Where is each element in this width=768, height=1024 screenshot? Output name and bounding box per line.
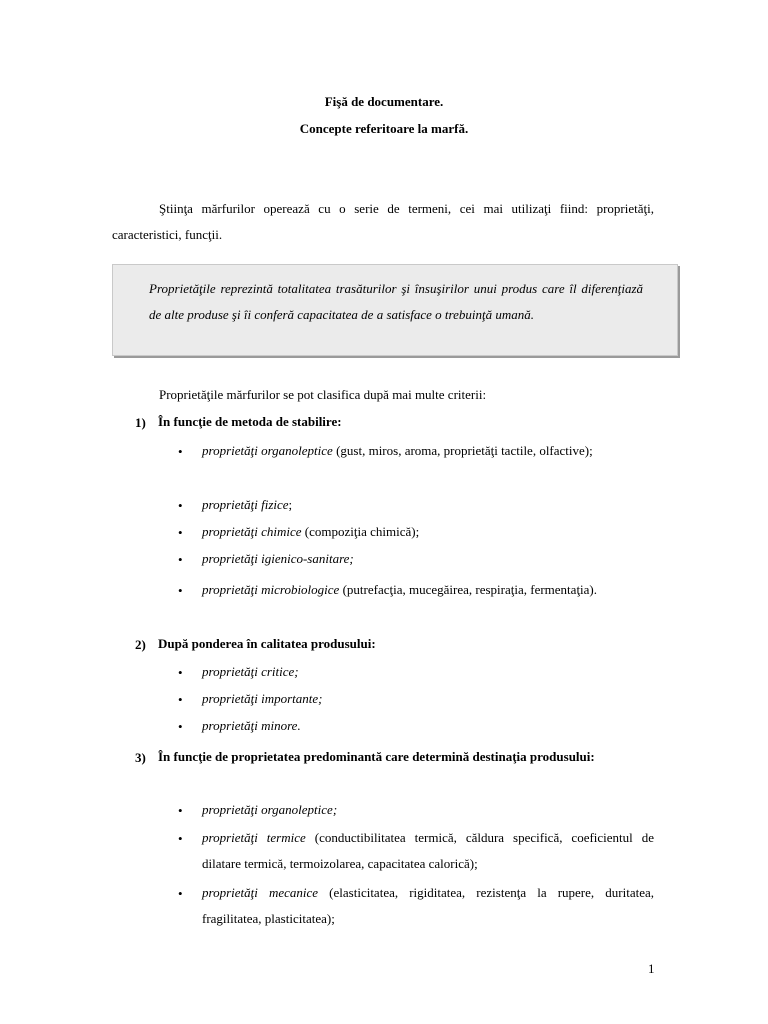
bullet-icon: • <box>178 525 183 540</box>
bullet-icon: • <box>178 692 183 707</box>
page-number: 1 <box>648 961 655 976</box>
list-item: proprietăţi fizice; <box>202 497 293 512</box>
definition-box <box>112 264 678 356</box>
bullet-icon: • <box>178 444 183 459</box>
list-item: proprietăţi igienico-sanitare; <box>202 551 354 566</box>
bullet-icon: • <box>178 665 183 680</box>
bullet-icon: • <box>178 886 183 901</box>
list-item: proprietăţi termice (conductibilitatea termică, căldura specifică, coeficientul de dilatare termică, termoizolarea, capacitatea calorică); <box>202 830 654 871</box>
list-item: proprietăţi chimice (compoziţia chimică); <box>202 524 420 539</box>
section-heading: În funcţie de metoda de stabilire: <box>158 414 342 429</box>
bullet-icon: • <box>178 803 183 818</box>
section-heading: După ponderea în calitatea produsului: <box>158 636 376 651</box>
list-item: proprietăţi critice; <box>202 664 299 679</box>
section-number: 3) <box>135 750 146 765</box>
list-item: proprietăţi organoleptice (gust, miros, aroma, proprietăţi tactile, olfactive); <box>202 443 593 458</box>
bullet-icon: • <box>178 498 183 513</box>
list-item: proprietăţi organoleptice; <box>202 802 338 817</box>
definition-text: Proprietăţile reprezintă totalitatea trasăturilor şi însuşirilor unui produs care îl diferenţiază de alte produse şi îi conferă capacitatea de a satisface o trebuinţă umană. <box>149 281 643 322</box>
list-item: proprietăţi microbiologice (putrefacţia, mucegăirea, respiraţia, fermentaţia). <box>202 582 598 597</box>
document-subtitle: Concepte referitoare la marfă. <box>299 121 469 136</box>
bullet-icon: • <box>178 831 183 846</box>
list-item: proprietăţi importante; <box>202 691 323 706</box>
classification-intro: Proprietăţile mărfurilor se pot clasifica după mai multe criterii: <box>159 387 487 402</box>
document-title: Fişă de documentare. <box>324 94 444 109</box>
list-item: proprietăţi mecanice (elasticitatea, rigiditatea, rezistenţa la rupere, duritatea, fragilitatea, plasticitatea); <box>202 885 654 926</box>
section-heading: În funcţie de proprietatea predominantă care determină destinaţia produsului: <box>158 749 595 764</box>
section-number: 2) <box>135 637 146 652</box>
bullet-icon: • <box>178 719 183 734</box>
list-item: proprietăţi minore. <box>202 718 301 733</box>
bullet-icon: • <box>178 552 183 567</box>
bullet-icon: • <box>178 583 183 598</box>
section-number: 1) <box>135 415 146 430</box>
intro-paragraph: Ştiinţa mărfurilor operează cu o serie de termeni, cei mai utilizaţi fiind: proprietăţi, caracteristici, funcţii. <box>112 201 654 242</box>
